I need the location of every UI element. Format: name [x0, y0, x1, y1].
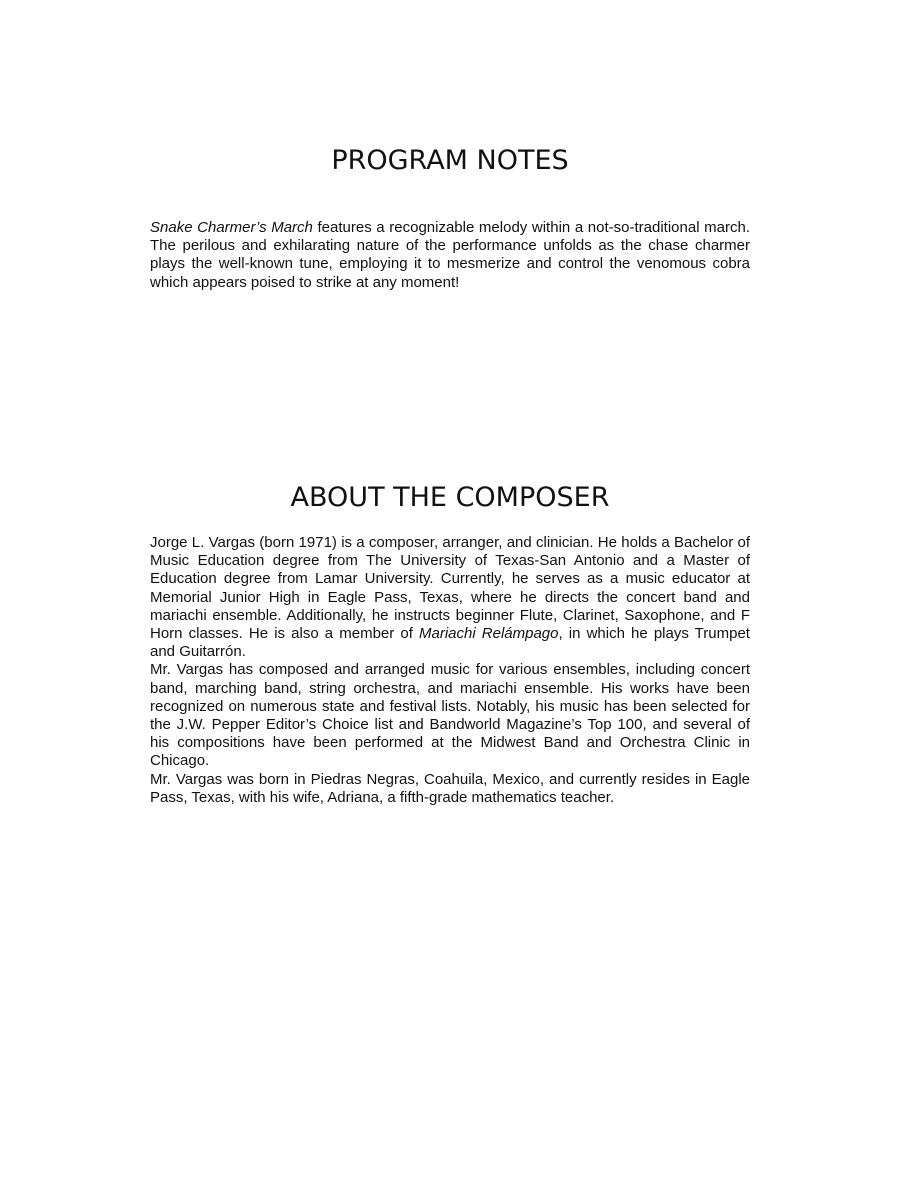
program-notes-text: features a recognizable melody within a not-so-traditional march. The perilous and exhilarating nature of the performance unfolds as the chase charmer plays the well-known tune, employing it to mesmerize and control the venomous cobra which appears poised to strike at any moment! — [150, 219, 750, 291]
bio-text-1b: , in which he plays Trumpet and Guitarrón. — [150, 625, 750, 661]
program-notes-body — [150, 219, 750, 292]
bio-paragraph-3: Mr. Vargas was born in Piedras Negras, Coahuila, Mexico, and currently resides in Eagle Pass, Texas, with his wife, Adriana, a fifth-grade mathematics teacher. — [150, 770, 750, 806]
program-notes-heading: PROGRAM NOTES — [331, 145, 569, 176]
ensemble-name: Mariachi Relámpago — [418, 625, 559, 643]
bio-text-1a: Jorge L. Vargas (born 1971) is a composer, arranger, and clinician. He holds a Bachelor of Music Education degree from The University of Texas-San Antonio and a Master of Education degree from Lamar University. Currently, he serves as a music educator at Memorial Junior High in Eagle Pass, Texas, where he directs the concert band and mariachi ensemble. Additionally, he instructs beginner Flute, Clarinet, Saxophone, and F Horn classes. He is also a member of — [150, 534, 750, 643]
program-notes-paragraph — [150, 219, 750, 292]
composer-bio — [150, 534, 750, 807]
bio-paragraph-1 — [150, 534, 750, 661]
piece-title: Snake Charmer’s March — [150, 219, 313, 236]
about-composer-heading: ABOUT THE COMPOSER — [290, 482, 610, 513]
bio-paragraph-2: Mr. Vargas has composed and arranged music for various ensembles, including concert band, marching band, string orchestra, and mariachi ensemble. His works have been recognized on numerous state and festival lists. Notably, his music has been selected for the J.W. Pepper Editor’s Choice list and Bandworld Magazine’s Top 100, and several of his compositions have been performed at the Midwest Band and Orchestra Clinic in Chicago. — [150, 661, 750, 770]
